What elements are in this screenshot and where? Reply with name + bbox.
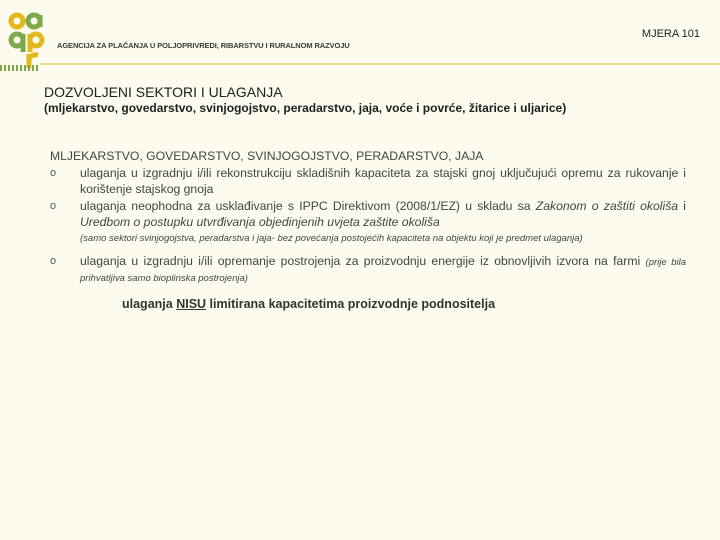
list-item [50,253,686,286]
list-item [50,198,686,231]
item-text-connector: i [678,198,687,213]
item-text: ulaganja u izgradnju i/ili rekonstrukciju skladišnih kapaciteta za stajski gnoj uključujući opremu za rukovanje i korištenje stajskog gnoja [80,165,686,196]
footer-text-post: limitirana kapacitetima proizvodnje podnositelja [206,297,496,311]
content-body [50,148,686,286]
footer-text-pre: ulaganja [122,297,177,311]
agency-name: AGENCIJA ZA PLAĆANJA U POLJOPRIVREDI, RIBARSTVU I RURALNOM RAZVOJU [57,41,350,50]
bullet-icon: o [50,254,57,267]
slide-title: DOZVOLJENI SEKTORI I ULAGANJA [44,84,283,100]
header-divider [0,63,720,72]
divider-ticks [0,65,40,71]
list-item [50,165,686,198]
item-text-law: Zakonom o zaštiti okoliša [535,198,679,213]
bullet-icon: o [50,166,57,179]
agency-logo-icon [8,12,48,70]
footer-text-emphasis: NISU [176,297,207,311]
item-text: ulaganja neophodna za usklađivanje s IPPC Direktivom (2008/1/EZ) u skladu sa [80,198,536,213]
item-text-regulation: Uredbom o postupku utvrđivanja objedinjenih uvjeta zaštite okoliša [80,215,440,229]
item-note: (prije bila prihvatljiva samo bioplinska postrojenja) [80,256,686,284]
bullet-icon: o [50,199,57,212]
section-heading: MLJEKARSTVO, GOVEDARSTVO, SVINJOGOJSTVO, PERADARSTVO, JAJA [50,149,484,163]
divider-line [40,63,720,65]
footer-statement [122,297,495,311]
measure-label: MJERA 101 [641,28,700,40]
item-note: (samo sektori svinjogojstva, peradarstva i jaja- bez povećanja postojećih kapaciteta na objektu koji je predmet ulaganja) [80,232,583,244]
item-text: ulaganja u izgradnju i/ili opremanje postrojenja za proizvodnju energije iz obnovljivih izvora na farmi [80,253,646,268]
slide-subtitle: (mljekarstvo, govedarstvo, svinjogojstvo, peradarstvo, jaja, voće i povrće, žitarice i uljarice) [44,101,567,115]
